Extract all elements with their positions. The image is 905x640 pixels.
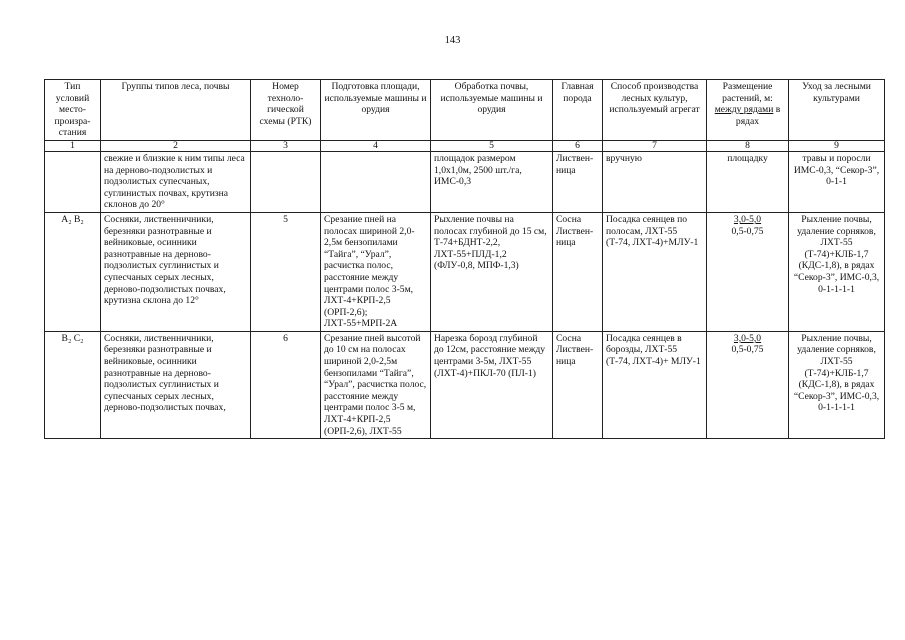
cell-soil-treatment: Рыхление почвы на полосах глубиной до 15 см, Т-74+БДНТ-2,2, ЛХТ-55+ПЛД-1,2 (ФЛУ-0,8, МПФ-1,3)	[431, 212, 553, 331]
cell-site-type: B₂ C₂	[45, 331, 101, 438]
column-number: 3	[251, 140, 321, 151]
table-row	[45, 212, 885, 331]
column-number: 1	[45, 140, 101, 151]
cell-area-preparation: Срезание пней на полосах шириной 2,0-2,5м бензопилами “Тайга”, “Урал”, расчистка полос, расстояние между центрами полос 3-5м, ЛХТ-4+КРП-2,5 (ОРП-2,6); ЛХТ-55+МРП-2А	[321, 212, 431, 331]
column-number: 6	[553, 140, 603, 151]
cell-care: Рыхление почвы, удаление сорняков, ЛХТ-55 (Т-74)+КЛБ-1,7 (КДС-1,8), в рядах “Секор-3”, ИМС-0,3, 0-1-1-1-1	[789, 331, 885, 438]
cell-area-preparation	[321, 151, 431, 212]
header-soil-treatment: Обработка почвы, используемые машины и орудия	[431, 80, 553, 141]
cell-plant-placement	[707, 331, 789, 438]
header-care: Уход за лесными культурами	[789, 80, 885, 141]
placement-in-rows: 0,5-0,75	[731, 225, 764, 237]
forest-cultures-table	[44, 79, 885, 439]
cell-scheme-number: 5	[251, 212, 321, 331]
header-production-method: Способ производства лесных культур, используемый агрегат	[603, 80, 707, 141]
cell-scheme-number: 6	[251, 331, 321, 438]
header-site-type: Тип условий место-произра-стания	[45, 80, 101, 141]
placement-between-rows: 3,0-5,0	[733, 332, 762, 344]
cell-plant-placement	[707, 212, 789, 331]
header-scheme-number: Номер техноло-гической схемы (РТК)	[251, 80, 321, 141]
cell-production-method: Посадка сеянцев по полосам, ЛХТ-55 (Т-74, ЛХТ-4)+МЛУ-1	[603, 212, 707, 331]
cell-care: Рыхление почвы, удаление сорняков, ЛХТ-55 (Т-74)+КЛБ-1,7 (КДС-1,8), в рядах “Секор-3”, ИМС-0,3, 0-1-1-1-1	[789, 212, 885, 331]
cell-production-method: Посадка сеянцев в борозды, ЛХТ-55 (Т-74, ЛХТ-4)+ МЛУ-1	[603, 331, 707, 438]
cell-scheme-number	[251, 151, 321, 212]
cell-site-type: A₂ B₂	[45, 212, 101, 331]
cell-production-method: вручную	[603, 151, 707, 212]
column-number: 8	[707, 140, 789, 151]
header-row	[45, 80, 885, 141]
header-placement-pre: Размещение растений, м:	[722, 81, 773, 104]
column-number: 4	[321, 140, 431, 151]
column-number-row	[45, 140, 885, 151]
column-number: 9	[789, 140, 885, 151]
cell-soil-treatment: Нарезка борозд глубиной до 12см, расстояние между центрами 3-5м, ЛХТ-55 (ЛХТ-4)+ПКЛ-70 (ПЛ-1)	[431, 331, 553, 438]
column-number: 2	[101, 140, 251, 151]
column-number: 5	[431, 140, 553, 151]
placement-in-rows: 0,5-0,75	[731, 344, 764, 356]
cell-care: травы и поросли ИМС-0,3, “Секор-3”, 0-1-1	[789, 151, 885, 212]
column-number: 7	[603, 140, 707, 151]
header-placement-in-rows: в рядах	[735, 104, 781, 127]
table-row	[45, 151, 885, 212]
cell-site-type	[45, 151, 101, 212]
header-main-species: Главная порода	[553, 80, 603, 141]
header-area-preparation: Подготовка площади, используемые машины и орудия	[321, 80, 431, 141]
cell-plant-placement	[707, 151, 789, 212]
page-number: 143	[444, 35, 461, 46]
table-row	[45, 331, 885, 438]
header-placement-between-rows: между рядами	[714, 104, 774, 116]
cell-forest-groups: Сосняки, лиственничники, березняки разнотравные и вейниковые, осинники разнотравные на дерново-подзолистых суглинистых и супесчаных серых лесных, дерново-подзолистых почвах, крутизна склона до 12°	[101, 212, 251, 331]
cell-main-species: Сосна Листвен-ница	[553, 212, 603, 331]
header-plant-placement	[707, 80, 789, 141]
cell-area-preparation: Срезание пней высотой до 10 см на полосах шириной 2,0-2,5м бензопилами “Тайга”, “Урал”, расчистка полос, расстояние между центрами полос 3-5 м, ЛХТ-4+КРП-2,5 (ОРП-2,6), ЛХТ-55	[321, 331, 431, 438]
cell-main-species: Сосна Листвен-ница	[553, 331, 603, 438]
cell-soil-treatment: площадок размером 1,0х1,0м, 2500 шт./га, ИМС-0,3	[431, 151, 553, 212]
cell-forest-groups: свежие и близкие к ним типы леса на дерново-подзолистых и подзолистых супесчаных, суглинистых почвах, крутизна склонов до 20°	[101, 151, 251, 212]
cell-forest-groups: Сосняки, лиственничники, березняки разнотравные и вейниковые, осинники разнотравные на дерново-подзолистых суглинистых и супесчаных серых лесных, дерново-подзолистых почвах,	[101, 331, 251, 438]
header-forest-groups: Группы типов леса, почвы	[101, 80, 251, 141]
placement-between-rows: 3,0-5,0	[733, 213, 762, 225]
cell-main-species: Листвен-ница	[553, 151, 603, 212]
placement-text: площадку	[727, 152, 768, 164]
